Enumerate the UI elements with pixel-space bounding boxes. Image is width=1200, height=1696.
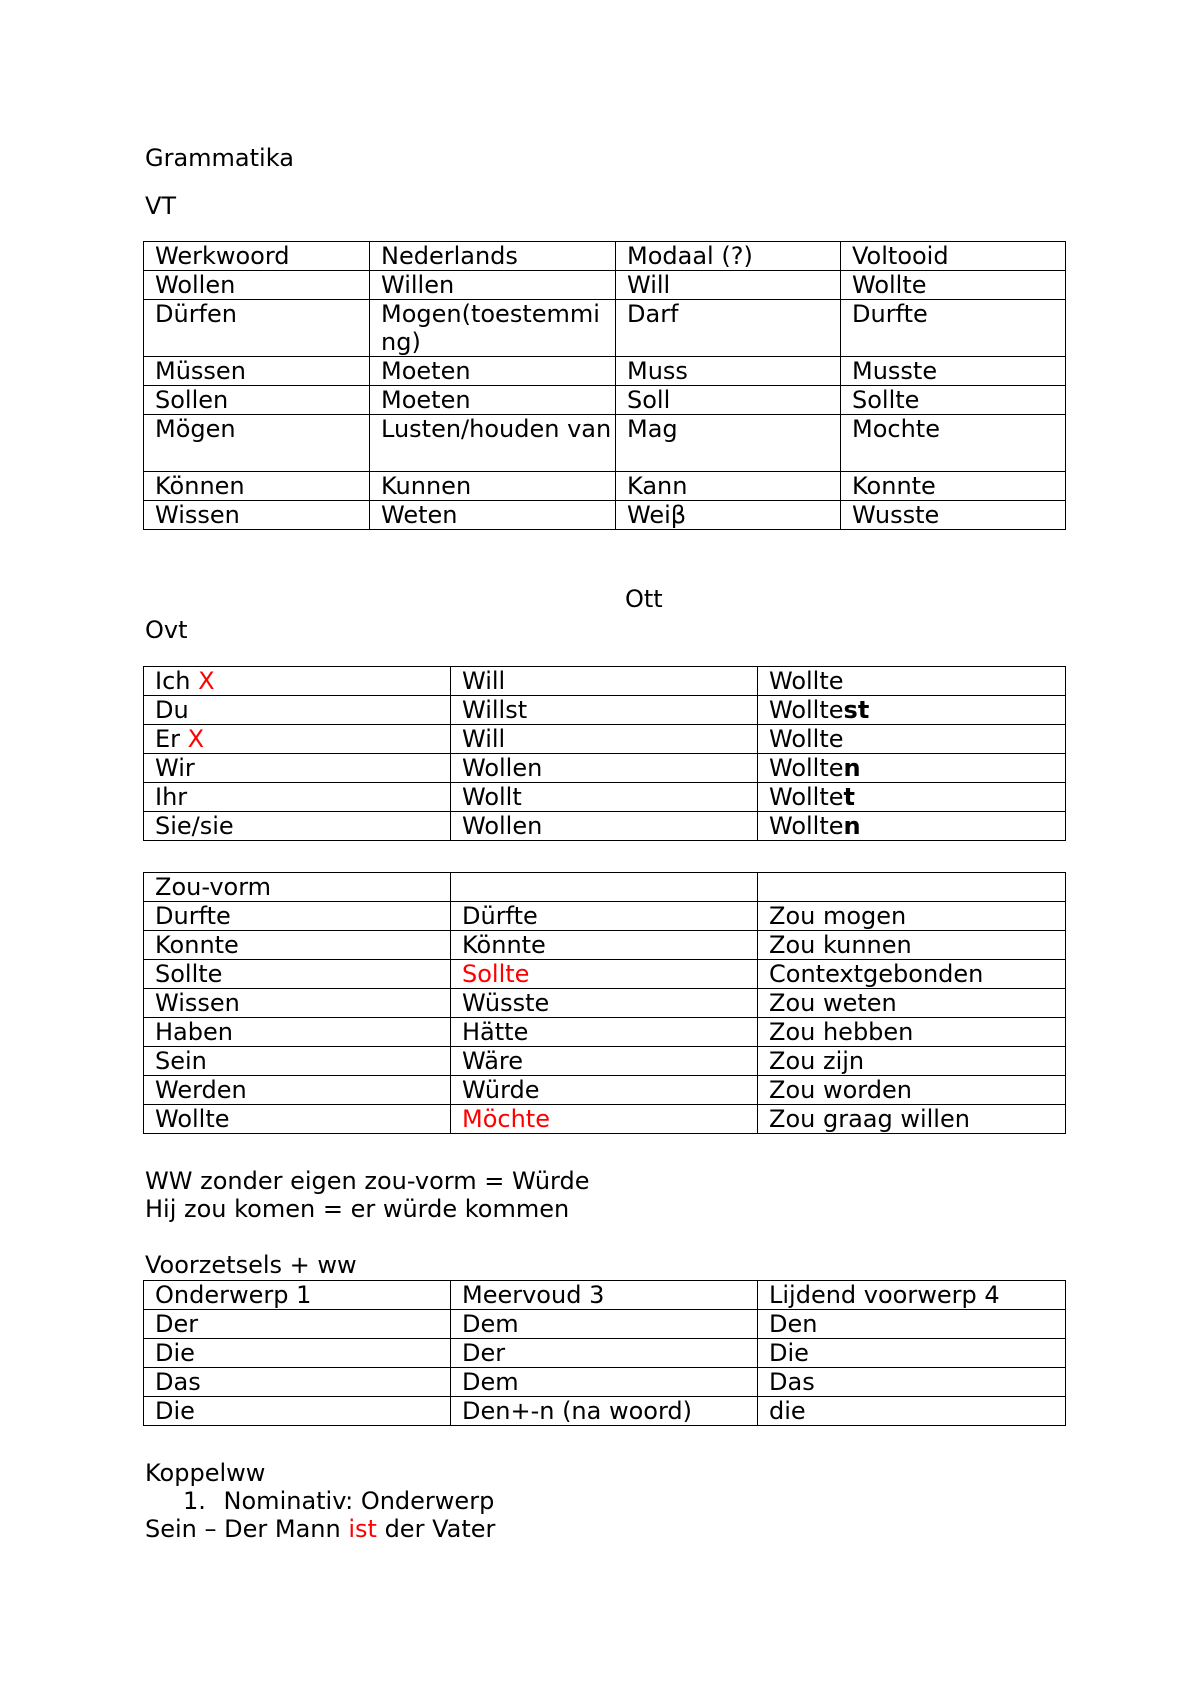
vt-cell: Durfte [841, 300, 1066, 357]
zou-vorm-cell: Sein [144, 1047, 451, 1076]
example-after: der Vater [376, 1515, 496, 1543]
zou-vorm-table-row [144, 902, 1066, 931]
vt-cell: Kunnen [370, 472, 616, 501]
zou-vorm-cell: Contextgebonden [758, 960, 1066, 989]
zou-vorm-cell: Hätte [451, 1018, 758, 1047]
past-form-cell [758, 754, 1066, 783]
zou-vorm-cell: Wüsste [451, 989, 758, 1018]
zou-vorm-table-body [144, 873, 1066, 1134]
vt-table-row [144, 357, 1066, 386]
ovt-table-row [144, 696, 1066, 725]
vt-cell: Müssen [144, 357, 370, 386]
vt-cell: Sollte [841, 386, 1066, 415]
voorzetsels-table-body [144, 1281, 1066, 1426]
numbered-list-item [183, 1487, 494, 1515]
past-stem: Wollte [769, 783, 844, 811]
zou-vorm-table-row [144, 989, 1066, 1018]
vt-cell: Modaal (?) [616, 242, 841, 271]
zou-vorm-cell: Sollte [144, 960, 451, 989]
vt-label: VT [145, 192, 177, 220]
vt-table-row [144, 300, 1066, 357]
ovt-table-row [144, 667, 1066, 696]
vt-cell: Soll [616, 386, 841, 415]
zou-vorm-table-row [144, 1105, 1066, 1134]
vt-cell: Muss [616, 357, 841, 386]
pronoun: Er [155, 725, 181, 753]
pronoun-cell [144, 667, 451, 696]
voorzetsels-header-row [144, 1281, 1066, 1310]
note-line-2: Hij zou komen = er würde kommen [145, 1195, 570, 1223]
zou-vorm-cell: Werden [144, 1076, 451, 1105]
past-stem: Wollte [769, 667, 844, 695]
zou-vorm-cell: Wollte [144, 1105, 451, 1134]
vt-table-row [144, 386, 1066, 415]
past-form-cell [758, 696, 1066, 725]
zou-vorm-header-row [144, 873, 1066, 902]
voorzetsels-table [143, 1280, 1066, 1426]
koppelww-label: Koppelww [145, 1459, 266, 1487]
vt-cell: Konnte [841, 472, 1066, 501]
ovt-table-row [144, 812, 1066, 841]
zou-vorm-table-row [144, 1018, 1066, 1047]
example-before: Sein – Der Mann [145, 1515, 349, 1543]
vt-cell: Wollte [841, 271, 1066, 300]
zou-vorm-cell: Zou kunnen [758, 931, 1066, 960]
zou-vorm-cell: Wissen [144, 989, 451, 1018]
vt-cell: Voltooid [841, 242, 1066, 271]
present-form-cell: Will [451, 725, 758, 754]
voorzetsels-cell: Lijdend voorwerp 4 [758, 1281, 1066, 1310]
example-highlight: ist [348, 1515, 377, 1543]
pronoun-cell [144, 696, 451, 725]
present-form-cell: Wollen [451, 812, 758, 841]
voorzetsels-cell: Der [144, 1310, 451, 1339]
present-form-cell: Wollt [451, 783, 758, 812]
zou-vorm-cell: Möchte [451, 1105, 758, 1134]
vt-cell: Darf [616, 300, 841, 357]
zou-vorm-cell: Zou graag willen [758, 1105, 1066, 1134]
pronoun-cell [144, 754, 451, 783]
list-item-number: 1. [183, 1487, 206, 1515]
zou-vorm-table-row [144, 960, 1066, 989]
vt-cell: Lusten/houden van [370, 415, 616, 472]
past-ending: n [843, 754, 861, 782]
note-line-1: WW zonder eigen zou-vorm = Würde [145, 1167, 590, 1195]
cross-mark: X [187, 725, 205, 753]
pronoun-cell [144, 783, 451, 812]
zou-vorm-table-row [144, 1047, 1066, 1076]
voorzetsels-cell: Den [758, 1310, 1066, 1339]
zou-vorm-cell: Könnte [451, 931, 758, 960]
past-form-cell [758, 667, 1066, 696]
pronoun: Du [155, 696, 189, 724]
voorzetsels-cell: Onderwerp 1 [144, 1281, 451, 1310]
ovt-table-body [144, 667, 1066, 841]
vt-table-row [144, 472, 1066, 501]
vt-cell: Wollen [144, 271, 370, 300]
ovt-table-row [144, 725, 1066, 754]
zou-vorm-table [143, 872, 1066, 1134]
pronoun: Ihr [155, 783, 188, 811]
voorzetsels-cell: Dem [451, 1368, 758, 1397]
voorzetsels-table-row [144, 1310, 1066, 1339]
voorzetsels-cell: Die [144, 1397, 451, 1426]
past-form-cell [758, 812, 1066, 841]
present-form-cell: Wollen [451, 754, 758, 783]
past-stem: Wollte [769, 696, 844, 724]
ott-label: Ott [625, 585, 663, 613]
present-form-cell: Will [451, 667, 758, 696]
vt-cell: Musste [841, 357, 1066, 386]
voorzetsels-table-row [144, 1368, 1066, 1397]
vt-table-body [144, 242, 1066, 530]
voorzetsels-cell: Die [144, 1339, 451, 1368]
document-title: Grammatika [145, 144, 294, 172]
zou-vorm-cell: Zou zijn [758, 1047, 1066, 1076]
zou-vorm-table-row [144, 931, 1066, 960]
past-stem: Wollte [769, 725, 844, 753]
vt-header-row [144, 242, 1066, 271]
vt-cell: Mögen [144, 415, 370, 472]
voorzetsels-cell: die [758, 1397, 1066, 1426]
ovt-table-row [144, 783, 1066, 812]
zou-vorm-cell: Würde [451, 1076, 758, 1105]
pronoun-cell [144, 812, 451, 841]
voorzetsels-cell: Das [758, 1368, 1066, 1397]
vt-table [143, 241, 1066, 530]
zou-vorm-header-cell [451, 873, 758, 902]
vt-cell: Kann [616, 472, 841, 501]
pronoun: Wir [155, 754, 195, 782]
vt-cell: Mag [616, 415, 841, 472]
zou-vorm-cell: Zou hebben [758, 1018, 1066, 1047]
vt-cell: Moeten [370, 386, 616, 415]
past-ending: st [843, 696, 870, 724]
vt-cell: Nederlands [370, 242, 616, 271]
vt-cell: Moeten [370, 357, 616, 386]
zou-vorm-cell: Wäre [451, 1047, 758, 1076]
pronoun: Ich [155, 667, 191, 695]
voorzetsels-cell: Der [451, 1339, 758, 1368]
pronoun-cell [144, 725, 451, 754]
zou-vorm-cell: Zou worden [758, 1076, 1066, 1105]
vt-table-row [144, 271, 1066, 300]
voorzetsels-cell: Meervoud 3 [451, 1281, 758, 1310]
vt-cell: Weten [370, 501, 616, 530]
past-ending: n [843, 812, 861, 840]
past-stem: Wollte [769, 812, 844, 840]
past-stem: Wollte [769, 754, 844, 782]
present-form-cell: Willst [451, 696, 758, 725]
zou-vorm-cell: Haben [144, 1018, 451, 1047]
zou-vorm-cell: Zou mogen [758, 902, 1066, 931]
ovt-table [143, 666, 1066, 841]
vt-cell: Mochte [841, 415, 1066, 472]
zou-vorm-header-cell [758, 873, 1066, 902]
past-form-cell [758, 783, 1066, 812]
vt-table-row [144, 415, 1066, 472]
voorzetsels-table-row [144, 1339, 1066, 1368]
zou-vorm-cell: Zou weten [758, 989, 1066, 1018]
vt-cell: Wissen [144, 501, 370, 530]
pronoun: Sie/sie [155, 812, 234, 840]
ovt-table-row [144, 754, 1066, 783]
voorzetsels-label: Voorzetsels + ww [145, 1251, 357, 1279]
zou-vorm-table-row [144, 1076, 1066, 1105]
vt-cell: Will [616, 271, 841, 300]
vt-cell: Können [144, 472, 370, 501]
past-form-cell [758, 725, 1066, 754]
voorzetsels-cell: Die [758, 1339, 1066, 1368]
zou-vorm-cell: Durfte [144, 902, 451, 931]
voorzetsels-table-row [144, 1397, 1066, 1426]
cross-mark: X [198, 667, 215, 695]
vt-cell: Mogen(toestemming) [370, 300, 616, 357]
zou-vorm-cell: Sollte [451, 960, 758, 989]
voorzetsels-cell: Den+-n (na woord) [451, 1397, 758, 1426]
example-sentence [145, 1515, 495, 1543]
zou-vorm-header-cell: Zou-vorm [144, 873, 451, 902]
ovt-label: Ovt [145, 616, 188, 644]
voorzetsels-cell: Das [144, 1368, 451, 1397]
zou-vorm-cell: Konnte [144, 931, 451, 960]
vt-cell: Werkwoord [144, 242, 370, 271]
list-item-text: Nominativ: Onderwerp [223, 1487, 495, 1515]
vt-cell: Wusste [841, 501, 1066, 530]
vt-cell: Weiβ [616, 501, 841, 530]
past-ending: t [843, 783, 856, 811]
voorzetsels-cell: Dem [451, 1310, 758, 1339]
vt-cell: Sollen [144, 386, 370, 415]
vt-cell: Dürfen [144, 300, 370, 357]
vt-table-row [144, 501, 1066, 530]
zou-vorm-cell: Dürfte [451, 902, 758, 931]
vt-cell: Willen [370, 271, 616, 300]
